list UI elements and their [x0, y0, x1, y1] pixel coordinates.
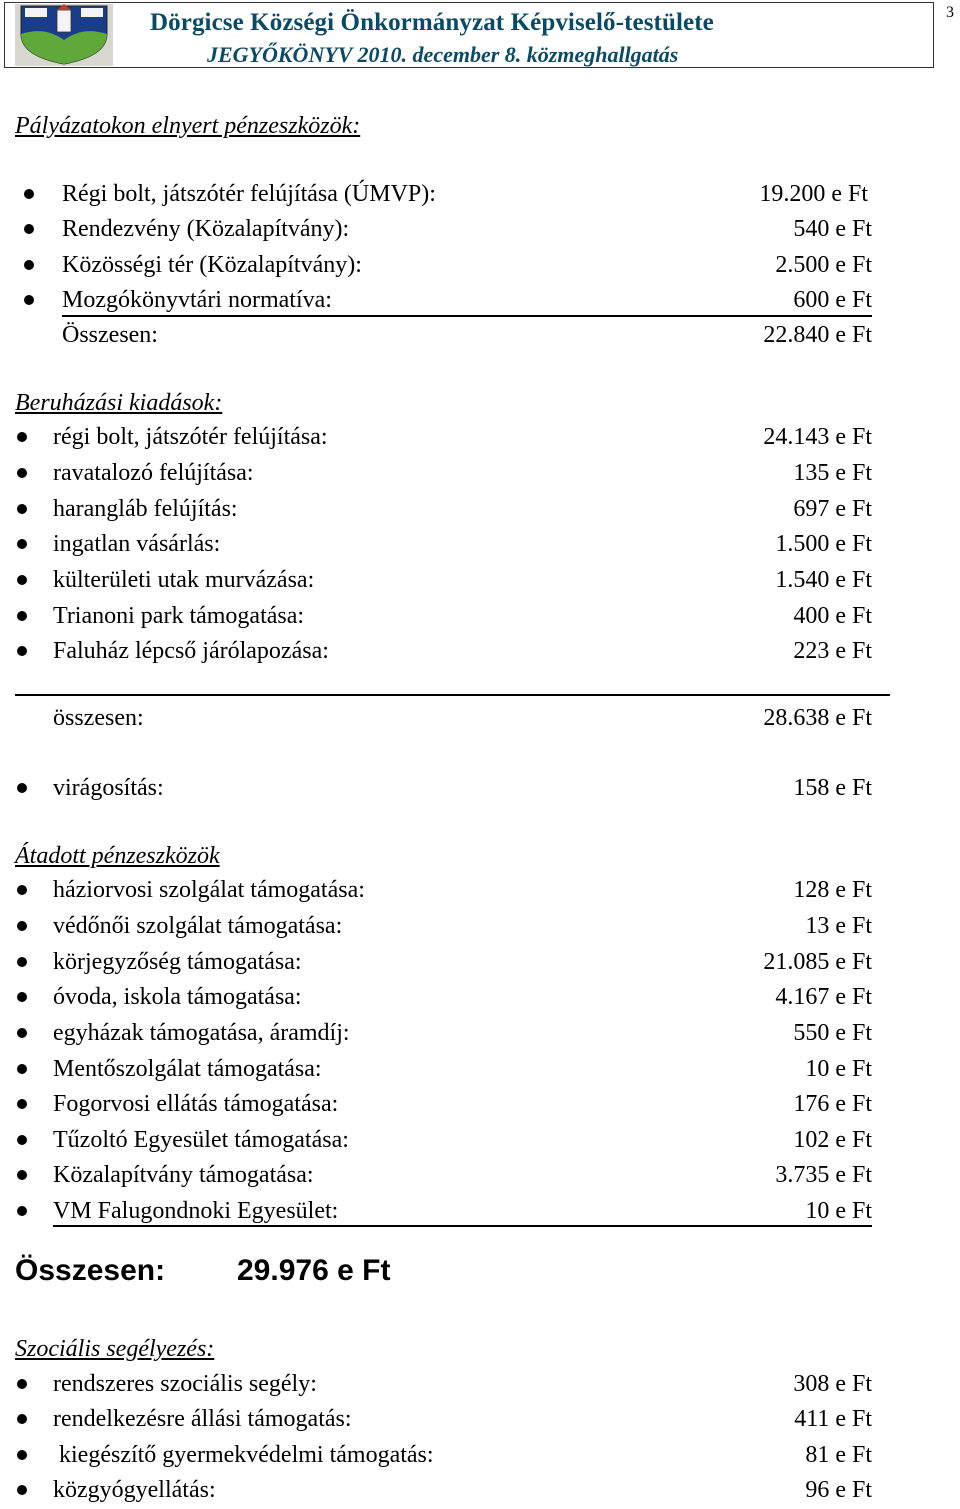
- item-amount: 308 e Ft: [793, 1371, 872, 1397]
- item-amount: 600 e Ft: [793, 287, 872, 313]
- list-item: [0, 1406, 960, 1436]
- bullet-icon: [17, 646, 27, 656]
- item-amount: 540 e Ft: [793, 216, 872, 242]
- list-item: [0, 531, 960, 561]
- item-label: ingatlan vásárlás:: [53, 531, 221, 557]
- item-amount: 176 e Ft: [793, 1091, 872, 1117]
- item-amount: 400 e Ft: [793, 603, 872, 629]
- total-row: [0, 705, 960, 735]
- item-label: rendelkezésre állási támogatás:: [53, 1406, 352, 1432]
- list-item: [0, 567, 960, 597]
- item-amount: 10 e Ft: [805, 1056, 872, 1082]
- list-item: [0, 1056, 960, 1086]
- item-label: harangláb felújítás:: [53, 496, 238, 522]
- section-heading-transfers: Átadott pénzeszközök: [15, 843, 220, 869]
- item-label: egyházak támogatása, áramdíj:: [53, 1020, 350, 1046]
- item-amount: 81 e Ft: [805, 1442, 872, 1468]
- list-item: [0, 216, 960, 246]
- divider: [53, 1225, 872, 1227]
- item-label: Tűzoltó Egyesület támogatása:: [53, 1127, 349, 1153]
- list-item: [0, 1127, 960, 1157]
- section-heading-social: Szociális segélyezés:: [15, 1336, 215, 1362]
- list-item: [0, 460, 960, 490]
- item-label: Faluház lépcső járólapozása:: [53, 638, 329, 664]
- bullet-icon: [17, 1099, 27, 1109]
- bullet-icon: [17, 1064, 27, 1074]
- item-label: VM Falugondnoki Egyesület:: [53, 1198, 339, 1224]
- page-number: 3: [946, 4, 954, 21]
- item-amount: 10 e Ft: [805, 1198, 872, 1224]
- item-label: Közösségi tér (Közalapítvány):: [62, 252, 362, 278]
- list-item: [0, 1162, 960, 1192]
- bullet-icon: [17, 611, 27, 621]
- item-label: védőnői szolgálat támogatása:: [53, 913, 343, 939]
- item-amount: 411 e Ft: [794, 1406, 872, 1432]
- item-amount: 13 e Ft: [805, 913, 872, 939]
- item-amount: 1.500 e Ft: [775, 531, 872, 557]
- list-item: [0, 775, 960, 805]
- item-label: Mentőszolgálat támogatása:: [53, 1056, 322, 1082]
- document-header: [4, 2, 934, 68]
- bullet-icon: [24, 295, 34, 305]
- bullet-icon: [17, 957, 27, 967]
- item-label: közgyógyellátás:: [53, 1477, 216, 1503]
- bullet-icon: [17, 1485, 27, 1495]
- item-label: Trianoni park támogatása:: [53, 603, 305, 629]
- item-amount: 21.085 e Ft: [763, 949, 872, 975]
- list-item: [0, 1442, 960, 1472]
- item-amount: 1.540 e Ft: [775, 567, 872, 593]
- bullet-icon: [17, 1450, 27, 1460]
- item-label: Régi bolt, játszótér felújítása (ÚMVP):: [62, 181, 436, 207]
- bullet-icon: [17, 1206, 27, 1216]
- bullet-icon: [17, 1028, 27, 1038]
- total-amount: 22.840 e Ft: [763, 322, 872, 348]
- item-label: Fogorvosi ellátás támogatása:: [53, 1091, 339, 1117]
- bullet-icon: [17, 992, 27, 1002]
- item-label: körjegyzőség támogatása:: [53, 949, 302, 975]
- list-item: [0, 181, 960, 211]
- item-label: kiegészítő gyermekvédelmi támogatás:: [53, 1442, 434, 1468]
- bullet-icon: [24, 260, 34, 270]
- list-item: [0, 1371, 960, 1401]
- item-amount: 158 e Ft: [793, 775, 872, 801]
- item-label: régi bolt, játszótér felújítása:: [53, 424, 328, 450]
- item-label: külterületi utak murvázása:: [53, 567, 315, 593]
- item-amount: 4.167 e Ft: [775, 984, 872, 1010]
- bullet-icon: [17, 1170, 27, 1180]
- total-amount: 29.976 e Ft: [237, 1254, 391, 1287]
- list-item: [0, 603, 960, 633]
- total-label: Összesen:: [15, 1254, 166, 1287]
- item-label: rendszeres szociális segély:: [53, 1371, 317, 1397]
- section-heading-investments: Beruházási kiadások:: [15, 390, 223, 416]
- bullet-icon: [24, 224, 34, 234]
- list-item: [0, 496, 960, 526]
- total-amount: 28.638 e Ft: [763, 705, 872, 731]
- bullet-icon: [17, 539, 27, 549]
- item-amount: 135 e Ft: [793, 460, 872, 486]
- item-amount: 2.500 e Ft: [775, 252, 872, 278]
- total-label: Összesen:: [62, 322, 158, 348]
- item-amount: 19.200 e Ft: [759, 181, 868, 207]
- item-label: óvoda, iskola támogatása:: [53, 984, 302, 1010]
- total-row: [0, 322, 960, 352]
- list-item: [0, 252, 960, 282]
- item-label: virágosítás:: [53, 775, 164, 801]
- bullet-icon: [17, 783, 27, 793]
- list-item: [0, 1091, 960, 1121]
- item-amount: 223 e Ft: [793, 638, 872, 664]
- item-label: Mozgókönyvtári normatíva:: [62, 287, 332, 313]
- total-label: összesen:: [53, 705, 144, 731]
- item-amount: 550 e Ft: [793, 1020, 872, 1046]
- bullet-icon: [17, 432, 27, 442]
- item-amount: 697 e Ft: [793, 496, 872, 522]
- list-item: [0, 877, 960, 907]
- item-amount: 102 e Ft: [793, 1127, 872, 1153]
- bullet-icon: [17, 575, 27, 585]
- list-item: [0, 287, 960, 317]
- item-label: háziorvosi szolgálat támogatása:: [53, 877, 365, 903]
- item-amount: 3.735 e Ft: [775, 1162, 872, 1188]
- municipal-crest-icon: [15, 4, 113, 66]
- bullet-icon: [17, 1135, 27, 1145]
- section-heading-grants: Pályázatokon elnyert pénzeszközök:: [15, 113, 361, 139]
- item-amount: 24.143 e Ft: [763, 424, 872, 450]
- bullet-icon: [17, 885, 27, 895]
- bullet-icon: [17, 1414, 27, 1424]
- item-label: ravatalozó felújítása:: [53, 460, 254, 486]
- list-item: [0, 424, 960, 454]
- document-title: Dörgicse Községi Önkormányzat Képviselő-testülete: [150, 9, 714, 36]
- divider: [62, 315, 872, 317]
- list-item: [0, 949, 960, 979]
- divider: [15, 694, 890, 696]
- list-item: [0, 1020, 960, 1050]
- item-amount: 128 e Ft: [793, 877, 872, 903]
- document-subtitle: JEGYŐKÖNYV 2010. december 8. közmeghallgatás: [207, 42, 679, 67]
- list-item: [0, 984, 960, 1014]
- item-label: Közalapítvány támogatása:: [53, 1162, 314, 1188]
- bullet-icon: [17, 504, 27, 514]
- item-label: Rendezvény (Közalapítvány):: [62, 216, 350, 242]
- list-item: [0, 1477, 960, 1507]
- bullet-icon: [17, 921, 27, 931]
- bullet-icon: [17, 1379, 27, 1389]
- list-item: [0, 638, 960, 668]
- list-item: [0, 1198, 960, 1228]
- bullet-icon: [17, 468, 27, 478]
- item-amount: 96 e Ft: [805, 1477, 872, 1503]
- list-item: [0, 913, 960, 943]
- bullet-icon: [24, 189, 34, 199]
- transfers-total: [15, 1254, 391, 1288]
